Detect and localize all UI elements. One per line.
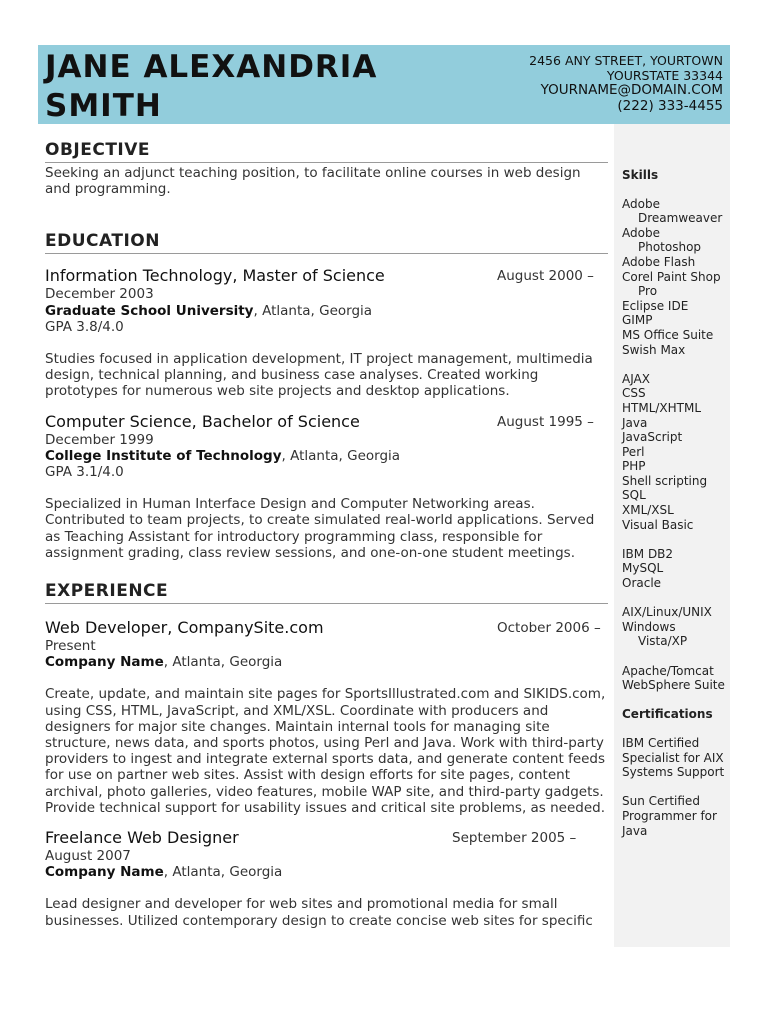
- date-start: August 1995 –: [497, 413, 594, 430]
- employer-location: , Atlanta, Georgia: [163, 864, 283, 881]
- skill-item: AIX/Linux/UNIX: [622, 605, 712, 620]
- education-entry: [45, 266, 608, 399]
- entry-description: Lead designer and developer for web sites and promotional media for small businesses. Utilized contemporary design to create concise web sites for specific: [45, 896, 593, 929]
- institution-name: College Institute of Technology: [45, 447, 282, 464]
- experience-entry: [45, 618, 608, 816]
- skill-item: Adobe Photoshop: [622, 225, 702, 255]
- institution: [45, 303, 608, 319]
- institution: [45, 448, 608, 464]
- applicant-name: JANE ALEXANDRIA SMITH: [45, 49, 378, 124]
- experience-section: [45, 581, 608, 929]
- date-end: December 1999: [45, 431, 154, 448]
- skill-group: [622, 547, 726, 591]
- institution-name: Graduate School University: [45, 302, 254, 319]
- skill-group: [622, 197, 726, 358]
- skills-heading: Skills: [622, 168, 659, 182]
- skill-item: HTML/XHTML: [622, 400, 702, 415]
- main-column: [45, 140, 608, 929]
- certification-item: IBM Certified Specialist for AIX Systems Support: [622, 735, 725, 780]
- entry-description: Studies focused in application development, IT project management, multimedia design, technical planning, and business case analyses. Created working prototypes for numerous web site projects and desktop applications.: [45, 351, 593, 400]
- resume-header: [38, 45, 730, 124]
- certification-item: Sun Certified Programmer for Java: [622, 794, 717, 838]
- skill-groups: [622, 197, 726, 693]
- certifications-heading: Certifications: [622, 707, 713, 722]
- date-start: October 2006 –: [497, 620, 601, 637]
- address-line-2: YOURSTATE 33344: [606, 68, 723, 83]
- skill-group: [622, 664, 726, 693]
- degree-title: Computer Science, Bachelor of Science: [45, 411, 360, 431]
- skill-item: MS Office Suite: [622, 327, 714, 342]
- education-section: [45, 231, 608, 561]
- skill-item: Apache/Tomcat: [622, 663, 714, 678]
- skill-item: Swish Max: [622, 342, 686, 357]
- objective-text: Seeking an adjunct teaching position, to facilitate online courses in web design and programming.: [45, 165, 581, 198]
- institution-location: , Atlanta, Georgia: [281, 447, 401, 464]
- skills-sidebar: [614, 124, 730, 947]
- objective-section: [45, 140, 608, 197]
- employer-name: Company Name: [45, 864, 164, 881]
- job-title: Freelance Web Designer: [45, 828, 239, 848]
- certification-list: [622, 736, 726, 838]
- skill-item: Adobe Dreamweaver: [622, 196, 723, 226]
- employer-location: , Atlanta, Georgia: [163, 654, 283, 671]
- skill-item: XML/XSL: [622, 503, 674, 518]
- skill-item: GIMP: [622, 313, 653, 328]
- phone-number: (222) 333-4455: [617, 97, 723, 114]
- entry-description: Create, update, and maintain site pages for SportsIllustrated.com and SIKIDS.com, using CSS, HTML, JavaScript, and XML/XSL. Coordinate with producers and designers for major site changes. Maintain internal tools for managing site structure, news data, and sports photos, using Perl and Java. Work with third-party providers to ingest and integrate external sports data, and generate content feeds for use on partner web sites. Assist with design efforts for site pages, content archival, photo galleries, video features, mobile WAP site, and third-party gadgets. Provide technical support for usability issues and critical site problems, as needed.: [45, 686, 606, 816]
- employer: [45, 654, 608, 670]
- skill-item: Oracle: [622, 576, 662, 591]
- skill-item: CSS: [622, 386, 646, 401]
- date-end: December 2003: [45, 286, 154, 303]
- job-title: Web Developer, CompanySite.com: [45, 618, 324, 638]
- education-entry: [45, 412, 608, 561]
- date-end: Present: [45, 638, 96, 655]
- skill-item: Corel Paint Shop Pro: [622, 269, 721, 299]
- section-title-experience: EXPERIENCE: [45, 581, 608, 604]
- skill-item: IBM DB2: [622, 546, 674, 561]
- skill-group: [622, 372, 726, 533]
- skill-item: MySQL: [622, 561, 664, 576]
- date-end: August 2007: [45, 848, 131, 865]
- date-start: August 2000 –: [497, 268, 594, 285]
- date-start: September 2005 –: [452, 830, 577, 847]
- section-title-education: EDUCATION: [45, 231, 608, 254]
- employer: [45, 864, 608, 880]
- skill-item: PHP: [622, 459, 646, 474]
- skill-item: Shell scripting: [622, 473, 708, 488]
- experience-entry: [45, 828, 608, 929]
- skill-item: Eclipse IDE: [622, 298, 689, 313]
- address-line-1: 2456 ANY STREET, YOURTOWN: [529, 53, 723, 68]
- institution-location: , Atlanta, Georgia: [253, 302, 373, 319]
- employer-name: Company Name: [45, 654, 164, 671]
- skill-item: JavaScript: [622, 430, 683, 445]
- skill-item: SQL: [622, 488, 646, 503]
- skill-item: AJAX: [622, 371, 650, 386]
- skill-item: Perl: [622, 444, 645, 459]
- email-address: YOURNAME@DOMAIN.COM: [540, 82, 723, 98]
- gpa: GPA 3.1/4.0: [45, 464, 124, 481]
- skill-item: Windows Vista/XP: [622, 619, 688, 649]
- skill-item: Visual Basic: [622, 517, 694, 532]
- skill-item: Java: [622, 415, 648, 430]
- skill-group: [622, 605, 726, 649]
- contact-block: [529, 53, 723, 114]
- skill-item: WebSphere Suite: [622, 678, 725, 693]
- degree-title: Information Technology, Master of Science: [45, 266, 385, 286]
- entry-description: Specialized in Human Interface Design and Computer Networking areas. Contributed to team projects, to create simulated real-world applications. Served as Teaching Assistant for introductory programming class, responsible for assignment grading, class review sessions, and one-on-one student meetings.: [45, 496, 595, 561]
- skill-item: Adobe Flash: [622, 254, 696, 269]
- gpa: GPA 3.8/4.0: [45, 318, 124, 335]
- section-title-objective: OBJECTIVE: [45, 140, 608, 163]
